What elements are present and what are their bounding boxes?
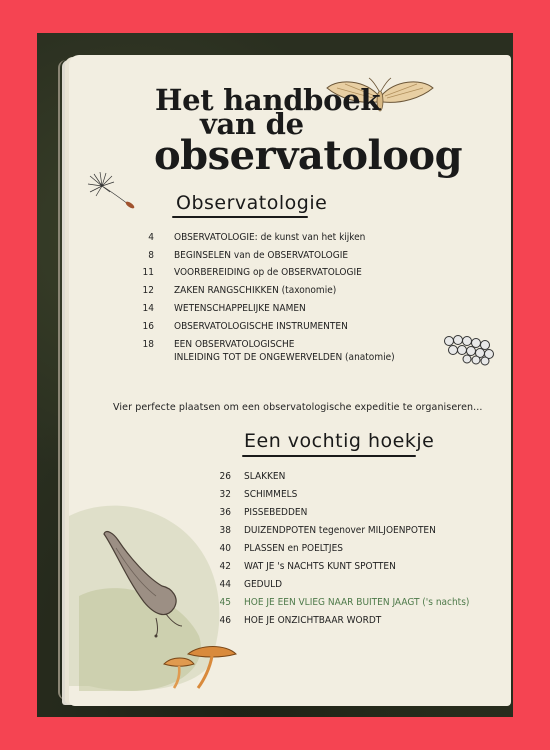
toc-title-continued: INLEIDING TOT DE ONGEWERVELDEN (anatomie) (174, 352, 395, 363)
toc-title: GEDULD (244, 579, 283, 590)
toc-title: PLASSEN en POELTJES (244, 543, 343, 554)
book-title-line: van de (200, 107, 304, 141)
eggs-cluster-illustration (441, 334, 499, 364)
toc-page-number: 11 (142, 267, 154, 278)
toc-page-number: 38 (219, 525, 231, 536)
toc-page-number: 26 (219, 471, 231, 482)
toc-page-number: 14 (142, 303, 154, 314)
book-title-main: observatoloog (154, 132, 463, 179)
toc-page-number: 40 (219, 543, 231, 554)
dandelion-seed-illustration (88, 172, 138, 212)
toc-page-number: 45 (219, 597, 231, 608)
toc-title: SCHIMMELS (244, 489, 298, 500)
toc-page-number: 46 (219, 615, 231, 626)
section-heading-observatologie: Observatologie (176, 192, 328, 214)
intro-text: Vier perfecte plaatsen om een observatologische expeditie te organiseren... (113, 402, 483, 413)
slug-illustration (96, 528, 191, 638)
book-title-line: Het handboek (155, 83, 381, 117)
mushroom-illustration (160, 642, 242, 692)
toc-page-number: 8 (148, 250, 154, 261)
toc-title: VOORBEREIDING op de OBSERVATOLOGIE (174, 267, 362, 278)
toc-title: HOE JE ONZICHTBAAR WORDT (244, 615, 382, 626)
toc-title: OBSERVATOLOGIE: de kunst van het kijken (174, 232, 366, 243)
toc-page-number: 18 (142, 339, 154, 350)
toc-page-number: 32 (219, 489, 231, 500)
toc-page-number: 42 (219, 561, 231, 572)
toc-title: OBSERVATOLOGISCHE INSTRUMENTEN (174, 321, 348, 332)
toc-page-number: 4 (148, 232, 154, 243)
toc-page-number: 12 (142, 285, 154, 296)
toc-title: WAT JE 's NACHTS KUNT SPOTTEN (244, 561, 396, 572)
toc-page-number: 36 (219, 507, 231, 518)
toc-page-number: 16 (142, 321, 154, 332)
section-heading-vochtig-hoekje: Een vochtig hoekje (244, 430, 435, 452)
toc-title: ZAKEN RANGSCHIKKEN (taxonomie) (174, 285, 337, 296)
toc-title: HOE JE EEN VLIEG NAAR BUITEN JAAGT ('s nachts) (244, 597, 470, 608)
toc-title: DUIZENDPOTEN tegenover MILJOENPOTEN (244, 525, 436, 536)
toc-page-number: 44 (219, 579, 231, 590)
toc-title: EEN OBSERVATOLOGISCHE (174, 339, 295, 350)
heading-underline (242, 455, 416, 457)
toc-title: BEGINSELEN van de OBSERVATOLOGIE (174, 250, 349, 261)
toc-title: PISSEBEDDEN (244, 507, 308, 518)
toc-title: WETENSCHAPPELIJKE NAMEN (174, 303, 306, 314)
toc-title: SLAKKEN (244, 471, 286, 482)
heading-underline (172, 216, 308, 218)
